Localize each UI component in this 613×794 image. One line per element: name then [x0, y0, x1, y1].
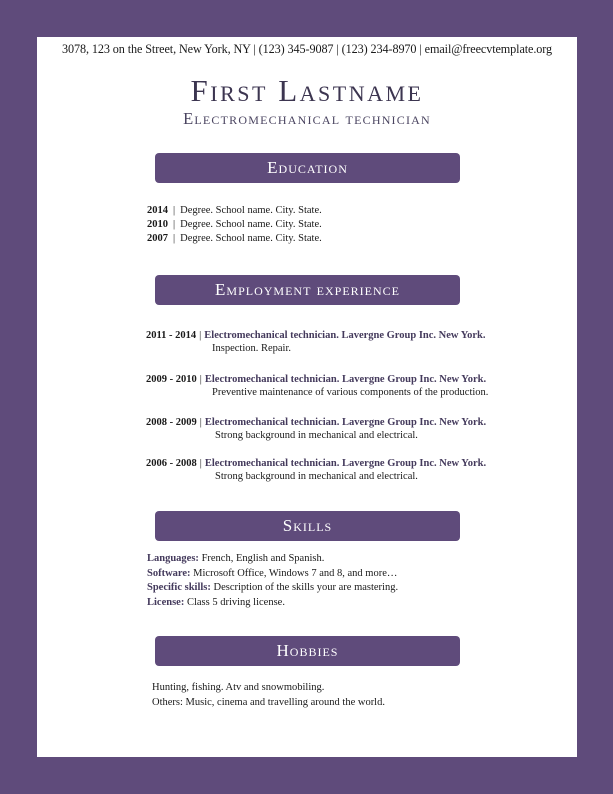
separator: |	[173, 219, 176, 230]
section-header-employment: Employment experience	[155, 275, 460, 305]
hobby-line: Others: Music, cinema and travelling around the world.	[152, 697, 385, 708]
separator: |	[173, 205, 176, 216]
employment-entry	[146, 416, 486, 430]
employment-description: Strong background in mechanical and electrical.	[215, 471, 418, 482]
education-entry	[147, 218, 322, 232]
skill-value: Microsoft Office, Windows 7 and 8, and more…	[193, 568, 398, 579]
skill-line	[147, 596, 285, 610]
education-year: 2010	[147, 219, 168, 230]
employment-description: Inspection. Repair.	[212, 343, 292, 354]
education-entry	[147, 232, 322, 246]
education-text: Degree. School name. City. State.	[180, 205, 322, 216]
education-year: 2014	[147, 205, 168, 216]
education-entry	[147, 204, 322, 218]
skill-value: Description of the skills your are mastering.	[213, 582, 399, 593]
contact-line: 3078, 123 on the Street, New York, NY | (123) 345-9087 | (123) 234-8970 | email@freecvtemplate.org	[61, 42, 553, 56]
education-text: Degree. School name. City. State.	[180, 219, 322, 230]
employment-title: Electromechanical technician. Lavergne Group Inc. New York.	[204, 458, 487, 469]
employment-entry	[146, 329, 486, 343]
resume-page	[37, 37, 577, 757]
hobby-line: Hunting, fishing. Atv and snowmobiling.	[152, 682, 325, 693]
separator: |	[199, 330, 202, 341]
section-header-skills: Skills	[155, 511, 460, 541]
employment-period: 2009 - 2010	[146, 374, 197, 385]
skill-label: Languages:	[147, 553, 199, 564]
employment-period: 2011 - 2014	[146, 330, 197, 341]
employment-entry	[146, 373, 486, 387]
employment-description: Strong background in mechanical and electrical.	[215, 430, 418, 441]
employment-period: 2006 - 2008	[146, 458, 197, 469]
separator: |	[199, 458, 202, 469]
employment-description: Preventive maintenance of various components of the production.	[212, 387, 489, 398]
skill-label: License:	[147, 597, 185, 608]
skill-label: Software:	[147, 568, 191, 579]
skill-line	[147, 552, 324, 566]
employment-title: Electromechanical technician. Lavergne Group Inc. New York.	[204, 417, 487, 428]
job-title: Electromechanical technician	[183, 109, 431, 128]
education-year: 2007	[147, 233, 168, 244]
skill-line	[147, 581, 398, 595]
section-header-hobbies: Hobbies	[155, 636, 460, 666]
employment-entry	[146, 457, 486, 471]
education-text: Degree. School name. City. State.	[180, 233, 322, 244]
skill-label: Specific skills:	[147, 582, 211, 593]
skill-value: Class 5 driving license.	[186, 597, 285, 608]
employment-period: 2008 - 2009	[146, 417, 197, 428]
employment-title: Electromechanical technician. Lavergne Group Inc. New York.	[204, 330, 486, 341]
candidate-name: First Lastname	[190, 73, 424, 108]
skill-value: French, English and Spanish.	[201, 553, 325, 564]
section-header-education: Education	[155, 153, 460, 183]
skill-line	[147, 567, 397, 581]
employment-title: Electromechanical technician. Lavergne Group Inc. New York.	[204, 374, 487, 385]
separator: |	[199, 374, 202, 385]
separator: |	[199, 417, 202, 428]
separator: |	[173, 233, 176, 244]
